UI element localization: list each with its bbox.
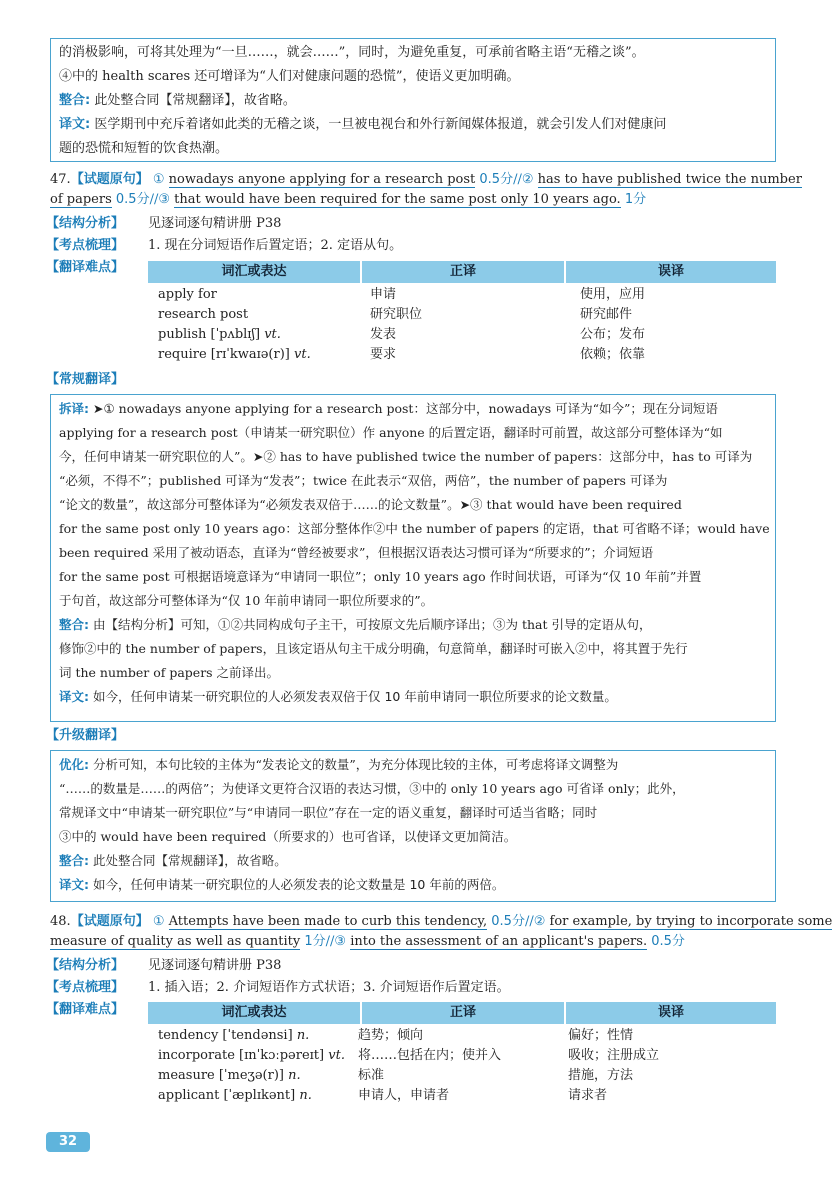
part-of-speech: n.	[296, 1028, 310, 1043]
header-wrong: 误译	[566, 1002, 776, 1024]
merge-line	[59, 849, 765, 873]
merge-text: 此处整合同【常规翻译】，故省略。	[94, 93, 296, 108]
segment-marker: ②	[521, 172, 534, 187]
score-badge: 0.5分	[115, 192, 150, 207]
question-number: 47.	[50, 172, 71, 187]
translation-line	[59, 873, 765, 897]
wrong-translation: 吸收；注册成立	[568, 1048, 660, 1063]
top-explanation-box	[50, 38, 776, 162]
wrong-translation: 偏好；性情	[568, 1028, 634, 1043]
header-term: 词汇或表达	[148, 1002, 360, 1024]
segment-marker: ③	[158, 192, 170, 207]
term: apply for	[158, 287, 217, 302]
wrong-translation: 研究邮件	[580, 307, 633, 322]
segment-text: that would have been required for the same post only 10 years ago.	[174, 192, 621, 207]
optimize-line: “……的数量是……的两倍”；为使译文更符合汉语的表达习惯，③中的 only 10 years ago 可省译 only；此外，	[59, 781, 685, 796]
optimize-label: 优化:	[59, 757, 89, 772]
translation-text: 医学期刊中充斥着诸如此类的无稽之谈，一旦被电视台和外行新闻媒体报道，就会引发人们对健康问	[94, 117, 667, 132]
split-line	[59, 397, 765, 421]
question-number: 48.	[50, 914, 71, 929]
correct-translation: 标准	[358, 1068, 385, 1083]
part-of-speech: vt.	[294, 347, 311, 362]
term	[158, 1066, 301, 1086]
translation-text: 如今，任何申请某一研究职位的人必须发表双倍于仅 10 年前申请同一职位所要求的论文数量。	[92, 689, 617, 704]
split-line: for the same post only 10 years ago：这部分整体作②中 the number of papers 的定语，that 可省略不译；would have	[59, 521, 770, 536]
split-line: “必须，不得不”；published 可译为“发表”；twice 在此表示“双倍，两倍”，the number of papers 可译为	[59, 473, 668, 488]
optimize-line	[59, 753, 765, 777]
table-row	[148, 1086, 776, 1106]
segment-text: Attempts have been made to curb this tendency,	[168, 914, 488, 929]
q47-sentence-line1	[50, 170, 802, 190]
wrong-translation: 依赖；依靠	[580, 347, 646, 362]
translation-line: 题的恐慌和短暂的饮食热潮。	[59, 141, 229, 156]
regular-translation-label: 【常规翻译】	[46, 372, 125, 387]
split-line: 今，任何申请某一研究职位的人”。➤② has to have published twice the number of papers：这部分中，has to 可译为	[59, 449, 753, 464]
table-row	[148, 1066, 776, 1086]
key-points-label: 【考点梳理】	[46, 238, 125, 253]
key-points-text: 1. 现在分词短语作后置定语；2. 定语从句。	[148, 238, 403, 253]
page-number: 32	[46, 1132, 90, 1152]
correct-translation: 趋势；倾向	[358, 1028, 424, 1043]
merge-line: 修饰②中的 the number of papers，且该定语从句主干成分明确，句意简单，翻译时可嵌入②中，将其置于先行	[59, 641, 688, 656]
explanation-line: ④中的 health scares 还可增译为“人们对健康问题的恐慌”，使语义更加明确。	[59, 69, 520, 84]
term-word: publish [ˈpʌblɪʃ]	[158, 327, 261, 342]
part-of-speech: vt.	[264, 327, 281, 342]
term	[158, 1086, 312, 1106]
part-of-speech: n.	[288, 1068, 301, 1083]
optimize-text: 分析可知，本句比较的主体为“发表论文的数量”，为充分体现比较的主体，可考虑将译文调整为	[92, 757, 619, 772]
split-label: 拆译:	[59, 401, 89, 416]
correct-translation: 要求	[370, 347, 397, 362]
term: research post	[158, 307, 249, 322]
upgrade-translation-label: 【升级翻译】	[46, 728, 125, 743]
header-correct: 正译	[362, 1002, 564, 1024]
part-of-speech: n.	[299, 1088, 312, 1103]
correct-translation: 发表	[370, 327, 397, 342]
optimize-line: ③中的 would have been required（所要求的）也可省译，以使译文更加简洁。	[59, 829, 517, 844]
correct-translation: 申请	[370, 287, 397, 302]
split-line: applying for a research post（申请某一研究职位）作 anyone 的后置定语，翻译时可前置，故这部分可整体译为“如	[59, 425, 723, 440]
translation-line	[59, 685, 765, 709]
merge-label: 整合:	[59, 853, 89, 868]
table-row	[148, 345, 776, 365]
header-term: 词汇或表达	[148, 261, 360, 283]
explanation-line: 的消极影响，可将其处理为“一旦……，就会……”，同时，为避免重复，可承前省略主语“无稽之谈”。	[59, 45, 645, 60]
q48-sentence-line1	[50, 912, 832, 932]
separator: //	[524, 914, 534, 929]
segment-text: measure of quality as well as quantity	[50, 934, 301, 949]
segment-text: nowadays anyone applying for a research post	[168, 172, 476, 187]
table-row	[148, 1026, 776, 1046]
split-text: ➤① nowadays anyone applying for a research post：这部分中，nowadays 可译为“如今”；现在分词短语	[92, 401, 718, 416]
separator: //	[513, 172, 522, 187]
segment-marker: ①	[152, 914, 165, 929]
segment-text: for example, by trying to incorporate some	[549, 914, 832, 929]
split-line: “论文的数量”，故这部分可整体译为“必须发表双倍于……的论文数量”。➤③ that would have been required	[59, 497, 682, 512]
structure-analysis-text: 见逐词逐句精讲册 P38	[148, 216, 282, 231]
merge-text: 此处整合同【常规翻译】，故省略。	[92, 853, 287, 868]
vocab-table-header	[148, 261, 776, 283]
q47-sentence-line2	[50, 190, 780, 210]
q48-sentence-line2	[50, 932, 780, 952]
merge-label: 整合:	[59, 93, 91, 108]
merge-label: 整合:	[59, 617, 89, 632]
difficulty-label: 【翻译难点】	[46, 260, 125, 275]
split-line: been required 采用了被动语态，直译为“曾经被要求”，但根据汉语表达习惯可译为“所要求的”；介词短语	[59, 545, 654, 560]
score-badge: 0.5分	[491, 914, 525, 929]
term	[158, 345, 311, 365]
table-row	[148, 325, 776, 345]
segment-text: of papers	[50, 192, 112, 207]
translation-label: 译文:	[59, 877, 89, 892]
score-badge: 1分	[624, 192, 647, 207]
term-word: require [rɪˈkwaɪə(r)]	[158, 347, 290, 362]
part-of-speech: vt.	[328, 1048, 345, 1063]
segment-marker: ③	[334, 934, 347, 949]
merge-line	[59, 613, 765, 637]
translation-label: 译文:	[59, 689, 89, 704]
regular-translation-box	[50, 394, 776, 722]
structure-analysis-label: 【结构分析】	[46, 958, 125, 973]
score-badge: 0.5分	[651, 934, 685, 949]
vocab-table-header	[148, 1002, 776, 1024]
correct-translation: 申请人，申请者	[358, 1088, 450, 1103]
merge-text: 由【结构分析】可知，①②共同构成句子主干，可按原文先后顺序译出；③为 that 引导的定语从句，	[92, 617, 652, 632]
structure-analysis-label: 【结构分析】	[46, 216, 125, 231]
term-word: applicant [ˈæplɪkənt]	[158, 1088, 296, 1103]
term	[158, 1026, 309, 1046]
wrong-translation: 公布；发布	[580, 327, 646, 342]
optimize-line: 常规译文中“申请某一研究职位”与“申请同一职位”存在一定的语义重复，翻译时可适当省略；同时	[59, 805, 598, 820]
term-word: measure [ˈmeʒə(r)]	[158, 1068, 284, 1083]
correct-translation: 研究职位	[370, 307, 423, 322]
key-points-label: 【考点梳理】	[46, 980, 125, 995]
segment-marker: ①	[152, 172, 165, 187]
translation-line	[59, 113, 765, 137]
separator: //	[325, 934, 335, 949]
score-badge: 1分	[304, 934, 326, 949]
header-correct: 正译	[362, 261, 564, 283]
split-line: 于句首，故这部分可整体译为“仅 10 年前申请同一职位所要求的”。	[59, 593, 434, 608]
table-row	[148, 1046, 776, 1066]
merge-line	[59, 89, 765, 113]
term	[158, 1046, 345, 1066]
translation-label: 译文:	[59, 117, 91, 132]
segment-text: has to have published twice the number	[537, 172, 802, 187]
upgrade-translation-box	[50, 750, 776, 902]
correct-translation: 将……包括在内；使并入	[358, 1048, 502, 1063]
score-badge: 0.5分	[479, 172, 514, 187]
segment-text: into the assessment of an applicant's papers.	[350, 934, 648, 949]
structure-analysis-text: 见逐词逐句精讲册 P38	[148, 958, 282, 973]
wrong-translation: 措施，方法	[568, 1068, 634, 1083]
header-wrong: 误译	[566, 261, 776, 283]
merge-line: 词 the number of papers 之前译出。	[59, 665, 280, 680]
table-row	[148, 305, 776, 325]
original-sentence-tag: 【试题原句】	[70, 914, 149, 929]
table-row	[148, 285, 776, 305]
segment-marker: ②	[533, 914, 546, 929]
difficulty-label: 【翻译难点】	[46, 1002, 125, 1017]
key-points-text: 1. 插入语；2. 介词短语作方式状语；3. 介词短语作后置定语。	[148, 980, 510, 995]
translation-text: 如今，任何申请某一研究职位的人必须发表的论文数量是 10 年前的两倍。	[92, 877, 505, 892]
wrong-translation: 请求者	[568, 1088, 608, 1103]
separator: //	[149, 192, 159, 207]
term-word: tendency [ˈtendənsi]	[158, 1028, 293, 1043]
original-sentence-tag: 【试题原句】	[70, 172, 149, 187]
term	[158, 325, 281, 345]
wrong-translation: 使用，应用	[580, 287, 646, 302]
split-line: for the same post 可根据语境意译为“申请同一职位”；only 10 years ago 作时间状语，可译为“仅 10 年前”并置	[59, 569, 702, 584]
term-word: incorporate [ɪnˈkɔːpəreɪt]	[158, 1048, 325, 1063]
